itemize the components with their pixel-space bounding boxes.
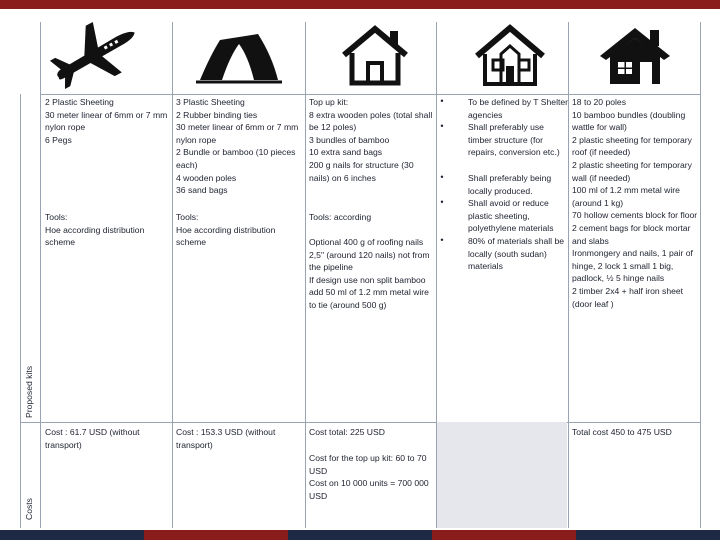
kit-2-cost: Cost : 153.3 USD (without transport) [176, 427, 276, 450]
kit-3-cost: Cost total: 225 USD [309, 427, 385, 437]
list-item: Shall preferably use timber structure (for repairs, conversion etc.) [468, 122, 560, 158]
kit-5-items: 18 to 20 poles 10 bamboo bundles (doubling wattle for wall) 2 plastic sheeting for temporary roof (if needed) 2 plastic sheeting for temporary wall (if needed) 100 ml of 1.2 mm metal wire (around 1 kg) 70 hollow cements block for floor 2 cement bags for block mortar and slabs Ironmongery and nails, 1 pair of hinge, 2 lock 1 small 1 big, padlock, ½ 5 hinge nails 2 timber 2x4 + half iron sheet (door leaf ) [572, 97, 698, 309]
bottom-bar-segment [288, 530, 432, 540]
kit-3-tools: Tools: according [309, 212, 372, 222]
bottom-accent-bar [0, 530, 720, 540]
kit-1-items: 2 Plastic Sheeting 30 meter linear of 6mm or 7 mm nylon rope 6 Pegs [45, 97, 168, 145]
kit-3-items: Top up kit: 8 extra wooden poles (total shall be 12 poles) 3 bundles of bamboo 10 extra sand bags 200 g nails for structure (30 nails) on 6 inches [309, 97, 433, 183]
house-door-window-icon [460, 18, 560, 94]
kit-1-tools: Tools: Hoe according distribution scheme [45, 212, 145, 248]
bottom-bar-segment [576, 530, 720, 540]
kit-1-cost: Cost : 61.7 USD (without transport) [45, 427, 140, 450]
airplane-icon [45, 18, 145, 94]
top-accent-bar [0, 0, 720, 9]
bullet-dot: • [440, 197, 444, 207]
house-chimney-icon [590, 18, 680, 94]
kit-2-tools: Tools: Hoe according distribution scheme [176, 212, 276, 248]
tent-icon [185, 18, 290, 94]
bullet-dot: • [440, 121, 444, 131]
bottom-bar-segment [432, 530, 576, 540]
bottom-bar-segment [0, 530, 144, 540]
bullet-dot: • [440, 96, 444, 106]
bottom-bar-segment [144, 530, 288, 540]
kit-2-items: 3 Plastic Sheeting 2 Rubber binding ties 30 meter linear of 6mm or 7 mm nylon rope 2 Bundle or bamboo (10 pieces each) 4 wooden poles 36 sand bags [176, 97, 299, 196]
kit-3-cost-extra: Cost for the top up kit: 60 to 70 USD Cost on 10 000 units = 700 000 USD [309, 453, 429, 501]
kit-3-optional: Optional 400 g of roofing nails 2,5" (around 120 nails) not from the pipeline If design use non split bamboo add 50 ml of 1.2 mm metal wire to tie (around 500 g) [309, 237, 430, 310]
row-label-proposed-kits: Proposed kits [24, 365, 34, 418]
row-label-costs: Costs [24, 498, 34, 520]
list-item: Shall avoid or reduce plastic sheeting, polyethylene materials [468, 198, 554, 234]
list-item: 80% of materials shall be locally (south sudan) materials [468, 236, 565, 272]
list-item: Shall preferably being locally produced. [468, 173, 552, 196]
bullet-dot: • [440, 235, 444, 245]
house-outline-icon [320, 18, 430, 94]
list-item: To be defined by T Shelter agencies [468, 97, 569, 120]
bullet-dot: • [440, 172, 444, 182]
kit-5-cost: Total cost 450 to 475 USD [572, 427, 672, 437]
empty-cost-cell [437, 422, 567, 528]
